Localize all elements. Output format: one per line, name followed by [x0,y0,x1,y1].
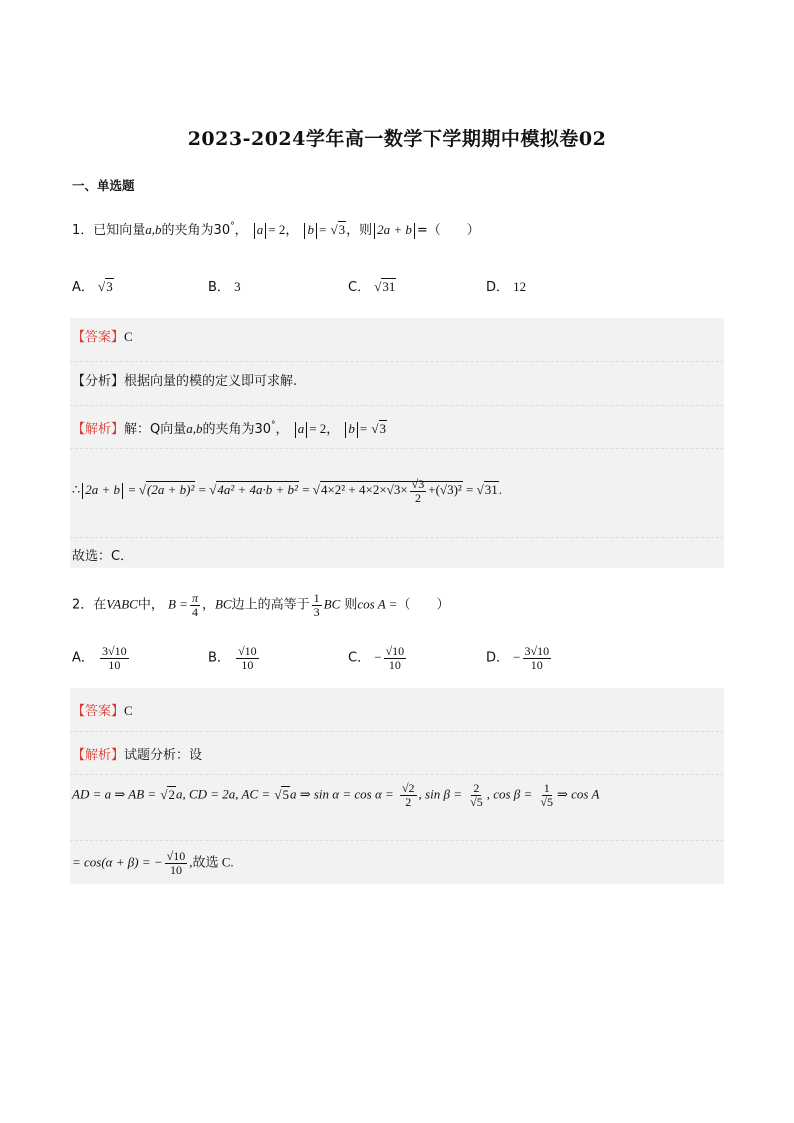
q1-then: ，则 [346,223,373,238]
q2-text: 则 [344,597,358,613]
q1-stem-1: 已知向量 [93,223,146,238]
solution-tag: 【解析】 [72,748,125,763]
one: 1 [313,591,320,605]
q2-option-a: A． $\frac{3√10}{10}$ [72,644,127,672]
option-label: D． [486,280,510,295]
option-rad: 10 [537,644,550,658]
answer-value: C [124,329,133,344]
f3d: 5 [547,794,554,809]
answer-tag: 【答案】 [72,330,125,345]
option-label: B． [208,650,230,666]
line-a: AD = a ⇒ AB = [72,786,157,802]
f3n: 1 [543,781,550,795]
q2-triangle: VABC [106,596,138,612]
final-a: = cos(α + β) = − [72,854,163,870]
q1-solution-panel [70,318,724,568]
q2-text: （ ） [397,597,450,613]
option-sign: − [374,649,382,665]
q2-text: 在 [93,597,107,613]
q2-solution-intro [72,744,202,763]
q1-derivation: ∴ 2a + b = √(2a + b)² = √4a² + 4a·b + b² = √4×2² + 4×2×√3× $\frac{√3}{2}$ +(√3)² = √31. [72,477,503,505]
option-den: 10 [530,657,543,672]
step-4b: 3 [393,482,401,498]
option-label: D． [486,650,510,666]
question-2 [72,592,450,618]
f2n: 2 [473,781,480,795]
question-1: 1．已知向量a,b的夹角为30°， a = 2， b = √3，则 2a + b =（ ） [72,221,480,238]
answer-tag: 【答案】 [72,704,125,719]
step-4e: )² [453,482,462,498]
q1-number: 1． [72,223,94,238]
q2-answer [72,700,133,719]
option-value: 3 [234,279,241,294]
line-h: ⇒ cos A [557,786,600,802]
mag-a: = 2， [309,421,340,436]
q1-answer [72,326,133,345]
q1-option-b [208,276,241,295]
line-c: a, CD = 2a, AC = [175,786,271,802]
q1-option-a: A． √3 [72,279,113,295]
q1-option-d [486,276,526,295]
option-value: 3 [106,279,113,294]
page-title: 2023-2024学年高一数学下学期期中模拟卷02 [187,128,607,150]
option-rad: 10 [114,644,127,658]
q1-mag-b-eq: = [318,222,327,237]
q2-bc: BC [323,596,341,612]
line-d: 5 [282,786,289,802]
option-coef: 3 [524,644,531,658]
analysis-text: 根据向量的模的定义即可求解. [124,374,298,389]
q2-number: 2． [72,597,94,613]
option-label: C． [348,280,371,295]
frac-den: 2 [414,490,421,505]
option-label: A． [72,650,94,666]
f1d: 2 [405,794,412,809]
final-b: ,故选 C. [189,854,234,870]
pi: π [191,591,198,605]
q2-option-b: B． $\frac{√10}{10}$ [208,644,257,672]
q2-text: ， [201,597,215,613]
q2-b-eq: B = [167,596,188,612]
line-f: , sin β = [418,786,462,802]
f1n: 2 [408,781,415,795]
step-4b2: 3 [447,482,454,498]
q2-cosa: cos A = [357,596,398,612]
q2-derivation: AD = a ⇒ AB = √2a, CD = 2a, AC = √5a ⇒ sin α = cos α = $\frac{√2}{2}$ , sin β = $\frac{2}{√5}$ , cos β = $\frac{1}{√5}$ ⇒ cos A [72,781,600,809]
section-heading: 一、单选题 [72,178,135,193]
step-4a: 4×2² + 4×2× [320,482,387,498]
step-4d: +( [428,482,440,498]
frac-num: 3 [418,477,425,491]
q2-text: 中， [137,597,164,613]
line-g: , cos β = [486,786,533,802]
q1-analysis [72,370,297,389]
option-label: A． [72,280,94,295]
q2-final: = cos(α + β) = − $\frac{√10}{10}$ ,故选 C. [72,849,234,877]
option-label: C． [348,650,371,666]
q1-expr: 2a + b [377,222,412,237]
option-den: 10 [108,657,121,672]
step-4c: × [400,482,408,498]
option-sign: − [513,649,521,665]
q2-text: 边上的高等于 [231,597,310,613]
f2d: 5 [476,794,483,809]
q1-tail: =（ ） [416,223,480,238]
option-value: 31 [382,279,396,294]
result: 31 [484,482,498,498]
degree-symbol: ° [271,420,276,431]
q1-choose: 故选：C． [72,549,134,564]
option-den: 10 [388,657,401,672]
q2-option-d: D． − $\frac{3√10}{10}$ [486,644,550,672]
answer-value: C [124,703,133,718]
line-e: a ⇒ sin α = cos α = [289,786,394,802]
q1-solution-line-1: 【解析】解：Q向量a,b的夹角为30°， a = 2， b = √3 [72,420,387,437]
q1-vectors: a,b [145,222,162,237]
option-rad: 10 [392,644,405,658]
option-den: 10 [241,657,254,672]
q2-option-c: C． − $\frac{√10}{10}$ [348,644,405,672]
four: 4 [191,604,198,619]
solution-text: 解：Q向量 [124,422,187,437]
step-2: (2a + b)² [147,482,195,498]
mag-b: = [359,421,368,436]
q1-mag-a: = 2， [268,222,299,237]
final-num: 10 [173,849,186,863]
therefore-symbol: ∴ [72,482,81,498]
solution-text: 试题分析：设 [124,748,203,763]
option-value: 12 [513,279,527,294]
degree-symbol: ° [230,221,235,232]
option-label: B． [208,280,230,295]
q1-stem-2: 的夹角为30 [161,223,231,238]
vectors: a,b [186,421,203,436]
sqrt3: 3 [379,421,387,436]
step-3: 4a² + 4a·b + b² [217,482,298,498]
three: 3 [313,604,320,619]
analysis-tag: 【分析】 [72,374,125,389]
q2-bc: BC [214,596,232,612]
option-rad: 10 [244,644,257,658]
line-b: 2 [168,786,175,802]
option-coef: 3 [102,644,109,658]
step-1: 2a + b [85,482,121,498]
q1-sqrt3: 3 [338,222,346,237]
solution-tag: 【解析】 [72,422,125,437]
solution-text: 的夹角为30 [202,422,272,437]
q1-option-c: C． √31 [348,279,396,295]
final-den: 10 [169,862,182,877]
